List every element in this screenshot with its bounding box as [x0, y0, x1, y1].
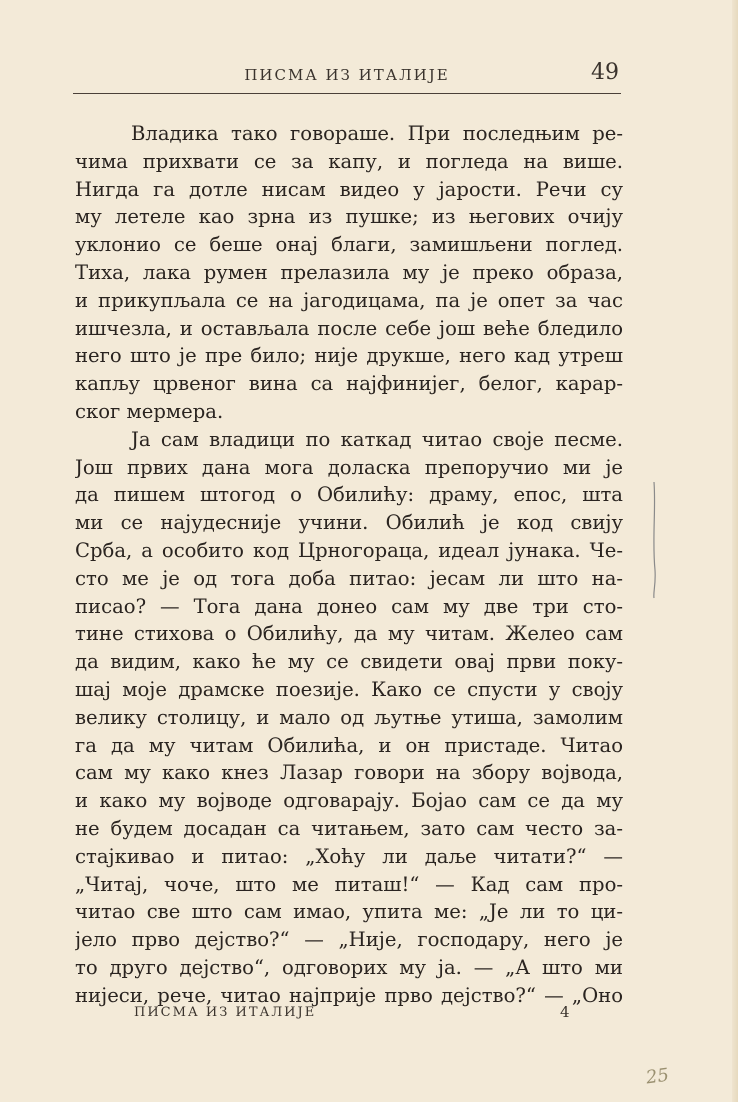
text-line: писао? — Тога дана донео сам му две три сто- [75, 594, 623, 618]
text-line: да видим, како ће му се свидети овај први поку- [75, 650, 623, 674]
text-line: Тиха, лака румен прелазила му је преко образа, [75, 260, 623, 284]
text-line: Још првих дана мога доласка препоручио ми је [75, 455, 623, 479]
text-line: него што је пре било; није друкше, него кад утреш [75, 344, 623, 368]
text-line: га да му читам Обилића, и он пристаде. Читао [75, 733, 623, 757]
text-line: уклонио се беше онај благи, замишљени поглед. [75, 233, 623, 257]
text-line: не будем досадан са читањем, зато сам често за- [75, 816, 623, 840]
text-line: Ја сам владици по каткад читао своје песме. [131, 427, 623, 451]
text-line: и како му војводе одговарају. Бојао сам се да му [75, 789, 623, 813]
text-line: велику столицу, и мало од љутње утиша, замолим [75, 705, 623, 729]
running-title: ПИСМА ИЗ ИТАЛИЈЕ [244, 66, 450, 84]
page-header [73, 60, 621, 92]
text-line: капљу црвеног вина са најфинијег, белог, карар- [75, 372, 623, 396]
text-line: читао све што сам имао, упита ме: „Је ли то ци- [75, 900, 623, 924]
text-line: Владика тако говораше. При последњим ре- [131, 122, 623, 145]
text-line: нијеси, рече, читао најприје прво дејство?“ — „Оно [75, 983, 623, 1007]
text-line: сам му како кнез Лазар говори на збору војвода, [75, 761, 623, 785]
text-line: ми се најудесније учини. Обилић је код свију [75, 511, 623, 535]
text-line: јело прво дејство?“ — „Није, господару, него је [75, 928, 623, 952]
text-line: и прикупљала се на јагодицама, па је опет за час [75, 288, 623, 312]
text-line: му летеле као зрна из пушке; из његових очију [75, 205, 623, 229]
body-text [75, 120, 623, 1010]
footer-sheet-number: 4 [560, 1003, 570, 1021]
text-line: чима прихвати се за капу, и погледа на више. [75, 149, 623, 173]
text-line: то друго дејство“, одговорих му ја. — „А што ми [75, 955, 623, 979]
text-line: ишчезла, и остављала после себе још веће бледило [75, 316, 623, 340]
header-rule [73, 93, 621, 94]
footer-signature: ПИСМА ИЗ ИТАЛИЈЕ [134, 1005, 317, 1020]
text-line: сто ме је од тога доба питао: јесам ли што на- [75, 566, 623, 590]
text-line: шај моје драмске поезије. Како се спусти у своју [75, 677, 623, 701]
text-line: тине стихова о Обилићу, да му читам. Желео сам [75, 622, 623, 646]
corner-pencil-note: 25 [644, 1064, 671, 1089]
text-line: „Читај, чоче, што ме питаш!“ — Кад сам про- [75, 872, 623, 896]
page-number: 49 [591, 60, 619, 85]
text-line: Срба, а особито код Црногораца, идеал јунака. Че- [75, 538, 623, 562]
text-line: ског мермера. [75, 399, 224, 423]
page-edge [732, 0, 738, 1102]
text-line: да пишем штогод о Обилићу: драму, епос, шта [75, 483, 623, 507]
text-line: стајкивао и питао: „Хоћу ли даље читати?“ — [75, 844, 623, 868]
text-line: Нигда га дотле нисам видео у јарости. Речи су [75, 177, 623, 201]
margin-pencil-mark [648, 480, 660, 600]
